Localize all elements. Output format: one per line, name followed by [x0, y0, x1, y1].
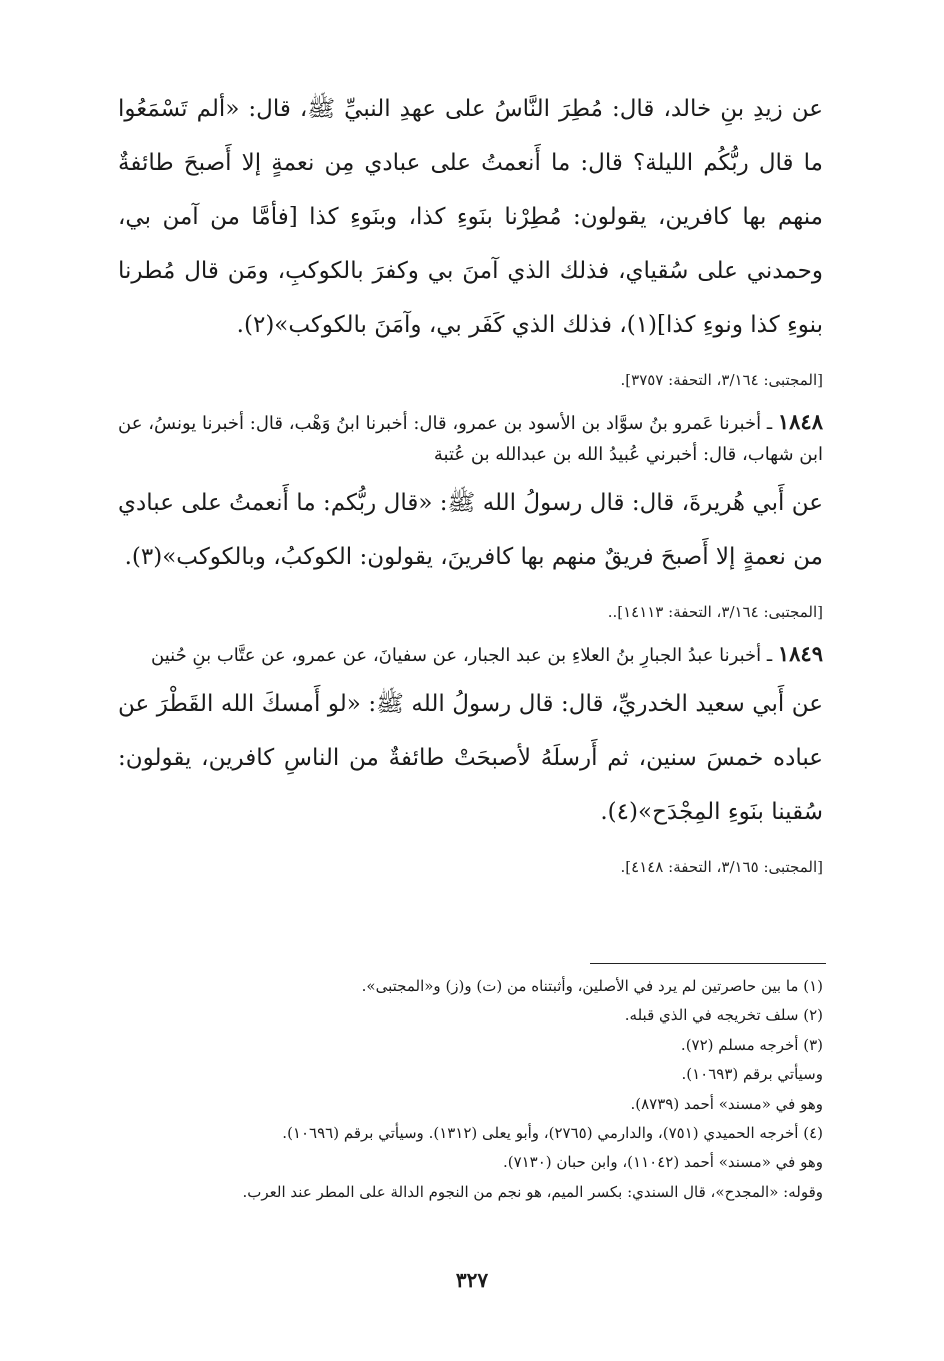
footnote: (١) ما بين حاصرتين لم يرد في الأصلين، وأثبتناه من (ت) و(ز) و«المجتبى».: [361, 977, 823, 995]
footnotes: [118, 972, 823, 1207]
hadith-1848-reference: [المجتبى: ٣/١٦٤، التحفة: ١٤١١٣]..: [607, 603, 823, 621]
hadith-number: ١٨٤٩: [777, 641, 823, 666]
footnote: وقوله: «المجدح»، قال السندي: بكسر الميم، هو نجم من النجوم الدالة على المطر عند العرب.: [242, 1182, 823, 1201]
page-number: ٣٢٧: [455, 1268, 489, 1292]
footnote: (٣) أخرجه مسلم (٧٢).: [680, 1035, 823, 1054]
hadith-1849-reference: [المجتبى: ٣/١٦٥، التحفة: ٤١٤٨].: [620, 858, 823, 876]
footnote: (٢) سلف تخريجه في الذي قبله.: [624, 1006, 823, 1025]
isnad-text: ـ أخبرنا عَمرو بنُ سوَّاد بن الأسود بن عمرو، قال: أخبرنا ابنُ وَهْب، قال: أخبرنا يونسُ، عن ابن شهاب، قال: أخبرني عُبيدُ الله بن عبدالله بن عُتبة: [118, 413, 823, 465]
hadith-1848-text: عن أَبي هُريرةَ، قال: قال رسولُ الله ﷺ: «قال ربُّكم: ما أَنعمتُ على عبادي من نعمةٍ إلا أَصبحَ فريقٌ منهم بها كافرينَ، يقولون: الكوكبُ، وبالكوكب»(٣).: [118, 490, 823, 570]
footnote: وهو في «مسند» أحمد (٨٧٣٩).: [630, 1094, 823, 1113]
main-text: [118, 82, 823, 893]
hadith-1847-reference: [المجتبى: ٣/١٦٤، التحفة: ٣٧٥٧].: [620, 371, 823, 389]
hadith-1848-isnad: [118, 406, 823, 470]
hadith-number: ١٨٤٨: [777, 409, 823, 434]
footnote: وسيأتي برقم (١٠٦٩٣).: [681, 1065, 823, 1084]
footnote: (٤) أخرجه الحميدي (٧٥١)، والدارمي (٢٧٦٥)، وأبو يعلى (١٣١٢). وسيأتي برقم (١٠٦٩٦).: [282, 1124, 823, 1143]
footnote-separator: [590, 963, 826, 964]
isnad-text: ـ أخبرنا عبدُ الجبارِ بنُ العلاءِ بن عبد الجبار، عن سفيانَ، عن عمرو، عن عتَّاب بنِ حُنين: [151, 645, 773, 666]
footnote: وهو في «مسند» أحمد (١١٠٤٢)، وابن حبان (٧١٣٠).: [502, 1153, 823, 1172]
hadith-1847-text: عن زيدِ بنِ خالد، قال: مُطِرَ النَّاسُ على عهدِ النبيِّ ﷺ، قال: «ألم تَسْمَعُوا ما قال ربُّكُم الليلة؟ قال: ما أَنعمتُ على عبادي مِن نعمةٍ إلا أَصبحَ طائفةٌ منهم بها كافرين، يقولون: مُطِرْنا بنَوءِ كذا، وبنَوءِ كذا [فأمَّا من آمن بي، وحمدني على سُقياي، فذلك الذي آمنَ بي وكفرَ بالكوكبِ، ومَن قال مُطرنا بنوءِ كذا ونوءِ كذا](١)، فذلك الذي كَفَر بي، وآمَنَ بالكوكب»(٢).: [118, 96, 823, 338]
hadith-1849-text: عن أَبي سعيد الخدريِّ، قال: قال رسولُ الله ﷺ: «لو أَمسكَ الله القَطْرَ عن عباده خمسَ سنين، ثم أَرسلَهُ لأصبحَتْ طائفةٌ من الناسِ كافرين، يقولون: سُقينا بنَوءِ المِجْدَح»(٤).: [118, 691, 823, 825]
hadith-1849-isnad: [118, 638, 823, 671]
